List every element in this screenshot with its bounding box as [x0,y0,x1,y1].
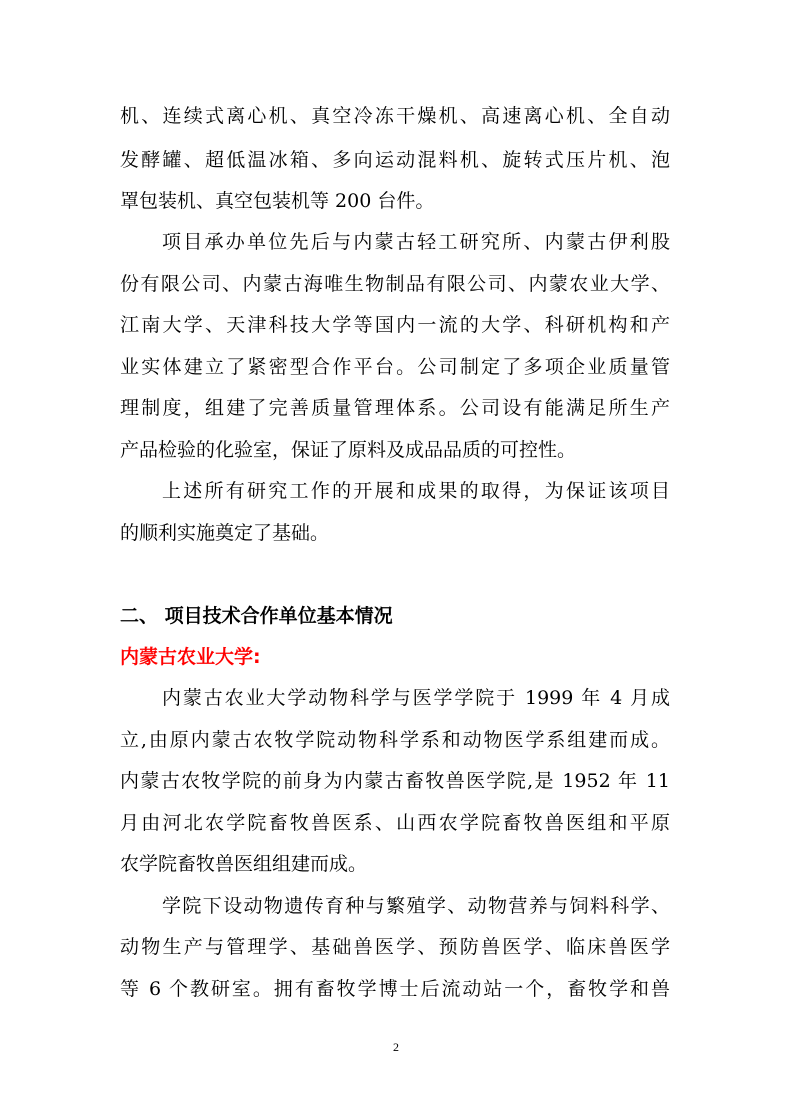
paragraph-line: 农学院畜牧兽医组组建而成。 [120,853,368,875]
paragraph-line: 产品检验的化验室，保证了原料及成品品质的可控性。 [120,439,577,461]
paragraph-line: 月由河北农学院畜牧兽医系、山西农学院畜牧兽医组和平原 [120,812,670,834]
paragraph-line: 罩包装机、真空包装机等 200 台件。 [120,190,435,212]
subheading: 内蒙古农业大学: [120,646,261,668]
paragraph-line: 立,由原内蒙古农牧学院动物科学系和动物医学系组建而成。 [120,729,670,751]
paragraph-line: 内蒙古农业大学动物科学与医学学院于 1999 年 4 月成 [162,687,670,709]
paragraph-line: 内蒙古农牧学院的前身为内蒙古畜牧兽医学院,是 1952 年 11 [120,770,670,792]
paragraph-line: 机、连续式离心机、真空冷冻干燥机、高速离心机、全自动 [120,105,670,127]
paragraph-line: 学院下设动物遗传育种与繁殖学、动物营养与饲料科学、 [162,895,670,917]
paragraph-line: 项目承办单位先后与内蒙古轻工研究所、内蒙古伊利股 [162,231,670,253]
paragraph-line: 动物生产与管理学、基础兽医学、预防兽医学、临床兽医学 [120,936,670,958]
paragraph-line: 江南大学、天津科技大学等国内一流的大学、科研机构和产 [120,314,670,336]
paragraph-line: 发酵罐、超低温冰箱、多向运动混料机、旋转式压片机、泡 [120,149,670,171]
paragraph-line: 上述所有研究工作的开展和成果的取得，为保证该项目 [162,480,670,502]
section-heading: 二、 项目技术合作单位基本情况 [120,605,393,627]
paragraph-line: 等 6 个教研室。拥有畜牧学博士后流动站一个，畜牧学和兽 [120,978,670,1000]
paragraph-line: 理制度，组建了完善质量管理体系。公司设有能满足所生产 [120,397,670,419]
paragraph-line: 的顺利实施奠定了基础。 [120,522,330,544]
page-number: 2 [393,1040,399,1054]
paragraph-line: 份有限公司、内蒙古海唯生物制品有限公司、内蒙农业大学、 [120,273,670,295]
paragraph-line: 业实体建立了紧密型合作平台。公司制定了多项企业质量管 [120,356,670,378]
